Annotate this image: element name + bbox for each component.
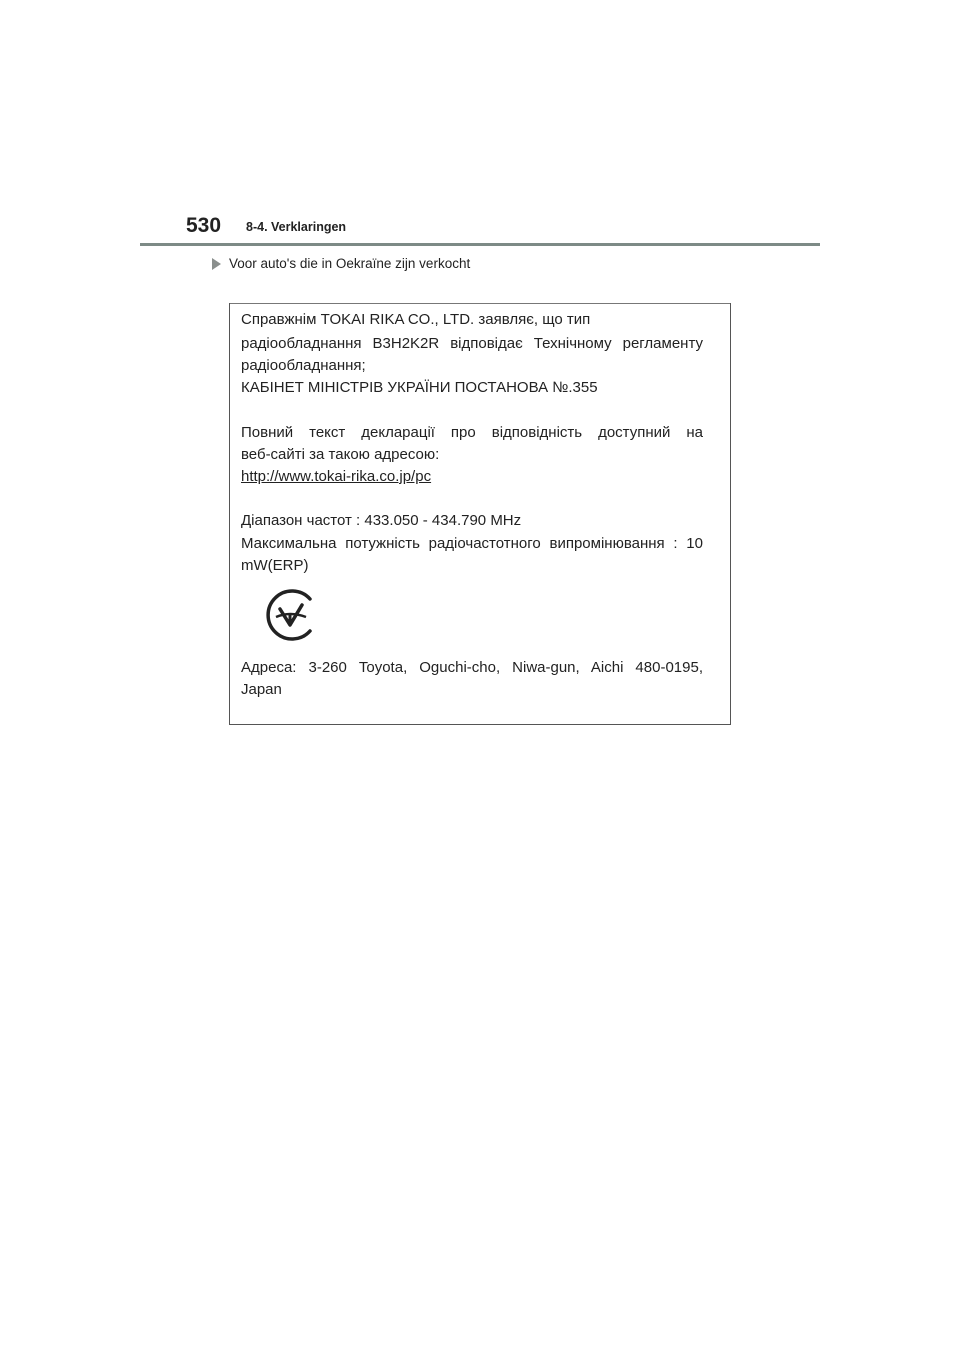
decl-line-6: веб-сайті за такою адресою: bbox=[241, 446, 440, 463]
decl-power-1: Максимальна потужність радіочастотного випромінювання : 10 bbox=[241, 535, 703, 552]
decl-address-2: Japan bbox=[241, 681, 282, 698]
decl-line-3: радіообладнання; bbox=[241, 357, 366, 374]
ukrainian-conformity-mark-icon bbox=[262, 587, 318, 643]
section-title: 8-4. Verklaringen bbox=[246, 220, 347, 234]
header-divider bbox=[140, 243, 820, 246]
decl-line-1: Справжнім TOKAI RIKA CO., LTD. заявляє, що тип bbox=[241, 311, 591, 328]
decl-line-4: КАБІНЕТ МІНІСТРІВ УКРАЇНИ ПОСТАНОВА №.355 bbox=[241, 379, 598, 396]
decl-line-5: Повний текст декларації про відповідність доступний на bbox=[241, 424, 703, 441]
intro-bullet bbox=[212, 256, 470, 271]
decl-frequency: Діапазон частот : 433.050 - 434.790 MHz bbox=[241, 512, 522, 529]
decl-url[interactable]: http://www.tokai-rika.co.jp/pc bbox=[241, 468, 432, 485]
declaration-box bbox=[229, 303, 731, 725]
bullet-arrow-icon bbox=[212, 258, 221, 270]
intro-text: Voor auto's die in Oekraïne zijn verkocht bbox=[229, 256, 471, 271]
decl-line-2: радіообладнання B3H2K2R відповідає Технічному регламенту bbox=[241, 335, 703, 352]
page-number: 530 bbox=[186, 214, 222, 237]
decl-power-2: mW(ERP) bbox=[241, 557, 309, 574]
decl-address-1: Адреса: 3-260 Toyota, Oguchi-cho, Niwa-gun, Aichi 480-0195, bbox=[241, 659, 703, 676]
